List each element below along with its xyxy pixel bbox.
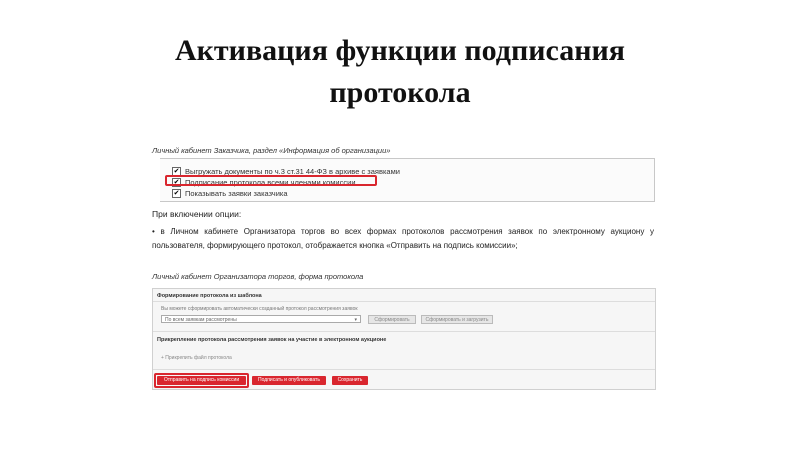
checkbox-checked-icon[interactable]: ✔	[173, 189, 180, 197]
section-template-hint: Вы можете сформировать автоматически созданный протокол рассмотрения заявок	[161, 306, 358, 312]
description-text: в Личном кабинете Организатора торгов во всех формах протоколов рассмотрения заявок по электронному аукциону у пользователя, формирующего протокол, отображается кнопка «Отправить на подпись комиссии»;	[152, 227, 654, 250]
highlight-frame	[154, 373, 249, 388]
checkbox-checked-icon[interactable]: ✔	[173, 178, 180, 186]
chevron-down-icon: ▾	[354, 317, 357, 323]
highlight-frame	[165, 175, 377, 186]
attach-protocol-link[interactable]: + Прикрепить файл протокола	[161, 355, 232, 361]
divider	[153, 369, 655, 370]
sign-and-publish-button[interactable]: Подписать и опубликовать	[252, 376, 326, 385]
generate-button[interactable]: Сформировать	[368, 315, 416, 324]
intro-text: При включении опции:	[152, 209, 242, 219]
slide-title	[0, 30, 800, 114]
save-button[interactable]: Сохранить	[332, 376, 368, 385]
divider	[153, 301, 655, 302]
option-label: Подписание протокола всеми членами комиссии	[185, 177, 356, 187]
protocol-form-panel	[152, 288, 656, 390]
section-attach-title: Прикрепление протокола рассмотрения заявок на участие в электронном аукционе	[157, 337, 387, 343]
option-label: Выгружать документы по ч.3 ст.31 44-ФЗ в архиве с заявками	[185, 166, 400, 176]
template-select-value: По всем заявкам рассмотрены	[165, 317, 237, 323]
slide-title-line1: Активация функции подписания	[174, 34, 626, 67]
send-for-signature-button[interactable]: Отправить на подпись комиссии	[157, 376, 246, 385]
checkbox-checked-icon[interactable]: ✔	[173, 167, 180, 175]
template-select[interactable]	[161, 315, 361, 323]
option-show-customer-bids[interactable]	[172, 188, 288, 198]
option-label: Показывать заявки заказчика	[185, 188, 288, 198]
description-paragraph	[152, 225, 654, 253]
section-template-title: Формирование протокола из шаблона	[157, 293, 262, 299]
customer-panel-caption: Личный кабинет Заказчика, раздел «Информация об организации»	[152, 146, 391, 155]
generate-download-button[interactable]: Сформировать и загрузить	[421, 315, 493, 324]
slide-title-line2: протокола	[329, 76, 471, 109]
bullet: •	[152, 227, 155, 236]
divider	[153, 331, 655, 332]
organizer-panel-caption: Личный кабинет Организатора торгов, форма протокола	[152, 272, 364, 281]
